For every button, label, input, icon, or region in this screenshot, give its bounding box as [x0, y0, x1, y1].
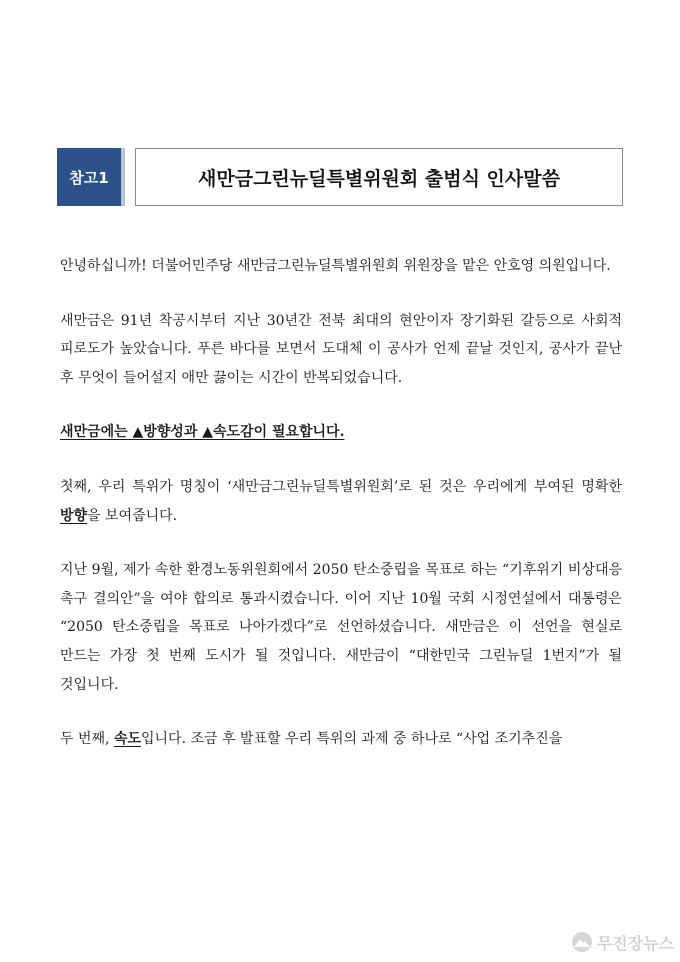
reference-tag: 참고1: [57, 148, 121, 206]
paragraph-greeting: 안녕하십니까! 더불어민주당 새만금그린뉴딜특별위원회 위원장을 맡은 안호영 의원입니다.: [60, 258, 611, 274]
paragraph-direction-after: 을 보여줍니다.: [87, 507, 178, 524]
paragraph-key-message: 새만금에는 ▲방향성과 ▲속도감이 필요합니다.: [60, 424, 345, 441]
mountain-logo-icon: [571, 931, 593, 953]
paragraph-speed: [60, 725, 622, 754]
tag-accent-line: [121, 148, 125, 206]
emphasis-direction: 방향: [60, 507, 88, 524]
document-title: 새만금그린뉴딜특별위원회 출범식 인사말씀: [135, 148, 623, 206]
paragraph-direction: [60, 473, 622, 530]
watermark: [571, 930, 674, 954]
watermark-text: 무진장뉴스: [596, 933, 674, 953]
speech-body: [60, 252, 622, 780]
paragraph-speed-after: 입니다. 조금 후 발표할 우리 특위의 과제 중 하나로 “사업 조기추진을: [141, 731, 563, 748]
document-header: [57, 148, 623, 206]
paragraph-speed-before: 두 번째,: [60, 731, 114, 748]
emphasis-speed: 속도: [113, 731, 141, 748]
paragraph-background: 새만금은 91년 착공시부터 지난 30년간 전북 최대의 현안이자 장기화된 갈등으로 사회적 피로도가 높았습니다. 푸른 바다를 보면서 도대체 이 공사가 언제 끝날 것인지, 공사가 끝난 후 무엇이 들어설지 애만 끓이는 시간이 반복되었습니다.: [60, 312, 622, 386]
paragraph-carbon-neutral: 지난 9월, 제가 속한 환경노동위원회에서 2050 탄소중립을 목표로 하는 “기후위기 비상대응 촉구 결의안”을 여야 합의로 통과시켰습니다. 이어 지난 10월 국회 시정연설에서 대통령은 “2050 탄소중립을 목표로 나아가겠다”로 선언하셨습니다. 새만금은 이 선언을 현실로 만드는 가장 첫 번째 도시가 될 것입니다. 새만금이 “대한민국 그린뉴딜 1번지”가 될 것입니다.: [60, 562, 622, 693]
paragraph-direction-before: 첫째, 우리 특위가 명칭이 ‘새만금그린뉴딜특별위원회’로 된 것은 우리에게 부여된 명확한: [60, 478, 622, 495]
